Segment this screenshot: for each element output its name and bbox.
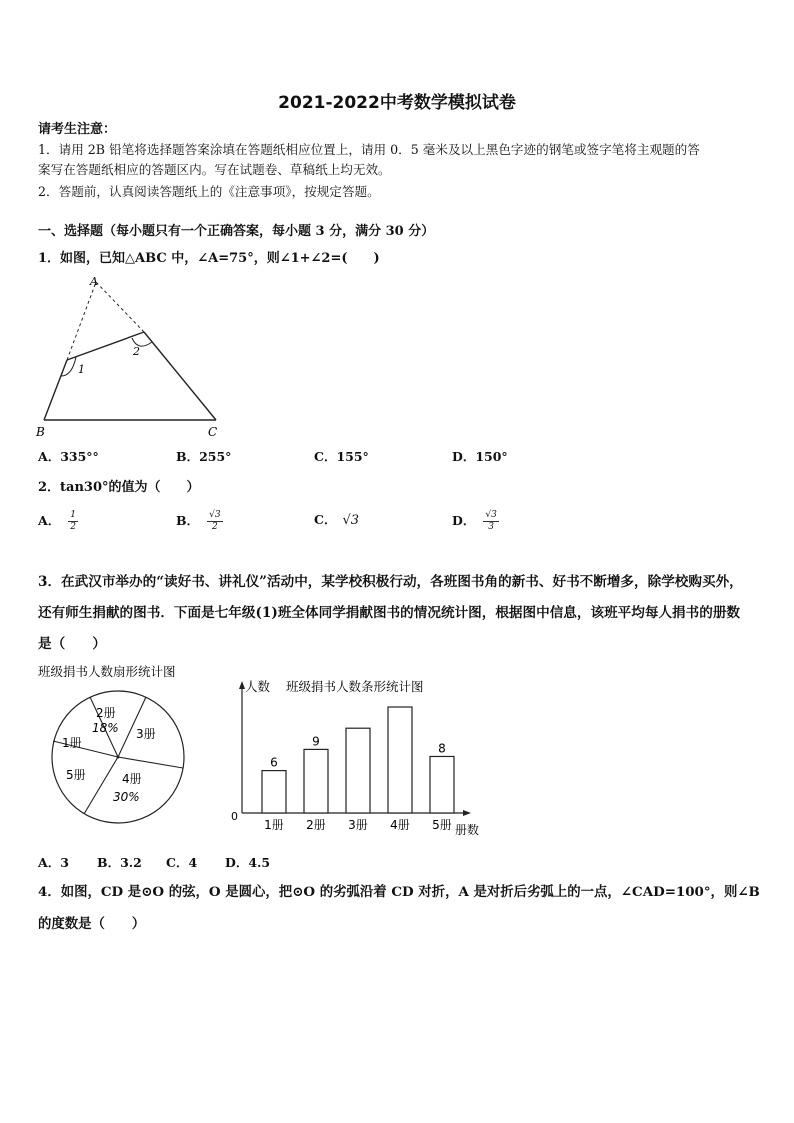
q2-option-b-fraction xyxy=(207,510,222,533)
dashed-ac-upper xyxy=(96,282,144,332)
x-tick-label-1: 1册 xyxy=(264,818,284,832)
q3-option-c[interactable]: C．4 xyxy=(166,855,198,870)
bar-chart-xlabel: 册数 xyxy=(455,823,480,837)
q2-option-c-letter: C． xyxy=(314,512,337,527)
x-tick-label-5: 5册 xyxy=(432,818,452,832)
q2-option-d-letter: D． xyxy=(452,513,476,528)
bar-chart-ylabel: 人数 xyxy=(245,679,271,694)
pie-chart xyxy=(30,660,205,830)
pie-percent-2: 18% xyxy=(92,721,119,735)
bar-value-label-2: 9 xyxy=(312,734,320,749)
q2-option-c[interactable] xyxy=(314,510,359,528)
q2-option-a[interactable] xyxy=(38,510,78,533)
angle-1-label: 1 xyxy=(78,363,85,376)
notice-heading: 请考生注意： xyxy=(38,122,117,137)
section-1-heading: 一、选择题（每小题只有一个正确答案，每小题 3 分，满分 30 分） xyxy=(38,224,435,239)
q1-option-c[interactable]: C．155° xyxy=(314,449,369,464)
q3-option-b[interactable]: B．3.2 xyxy=(97,855,142,870)
q3-line-3: 是（ ） xyxy=(38,636,106,652)
x-tick-label-3: 3册 xyxy=(348,818,368,832)
q4-line-1: 4．如图，CD 是⊙O 的弦，O 是圆心，把⊙O 的劣弧沿着 CD 对折，A 是对折后劣弧上的一点，∠CAD=100°，则∠B xyxy=(38,884,760,900)
q2-stem: 2．tan30°的值为（ ） xyxy=(38,480,200,495)
q2-option-a-fraction xyxy=(68,510,78,533)
q1-stem: 1．如图，已知△ABC 中，∠A=75°，则∠1+∠2=( ) xyxy=(38,251,380,266)
pie-label-2: 2册 xyxy=(96,706,116,720)
pie-label-4: 4册 xyxy=(122,772,142,786)
bar-value-label-1: 6 xyxy=(270,755,278,770)
vertex-a-label: A xyxy=(90,275,98,288)
q3-line-2: 还有师生捐献的图书．下面是七年级(1)班全体同学捐献图书的情况统计图，根据图中信息，该班平均每人捐书的册数 xyxy=(38,605,741,621)
fraction-numerator: 1 xyxy=(70,510,76,520)
side-ac-lower xyxy=(144,332,216,420)
side-ab-lower xyxy=(44,360,67,420)
q2-option-a-letter: A． xyxy=(38,513,61,528)
notice-item-1-line-2: 案写在答题纸相应的答题区内。写在试题卷、草稿纸上均无效。 xyxy=(38,162,391,177)
x-axis-arrow xyxy=(463,810,471,816)
pie-label-1: 1册 xyxy=(62,736,82,750)
dashed-ab-upper xyxy=(67,282,96,360)
q1-option-b[interactable]: B．255° xyxy=(176,449,232,464)
page-title: 2021-2022中考数学模拟试卷 xyxy=(278,93,516,113)
x-tick-label-2: 2册 xyxy=(306,818,326,832)
fraction-denominator: 2 xyxy=(70,522,76,532)
bar-2 xyxy=(304,749,328,813)
fraction-denominator: 3 xyxy=(488,522,494,532)
bar-chart-title: 班级捐书人数条形统计图 xyxy=(286,679,424,694)
vertex-c-label: C xyxy=(208,425,218,439)
q2-option-d[interactable] xyxy=(452,510,499,533)
fraction-numerator: √3 xyxy=(209,510,221,520)
q3-option-d[interactable]: D．4.5 xyxy=(225,855,271,870)
bar-4 xyxy=(388,707,412,813)
pie-label-5: 5册 xyxy=(66,768,86,782)
pie-center xyxy=(117,756,120,759)
notice-item-2: 2．答题前，认真阅读答题纸上的《注意事项》，按规定答题。 xyxy=(38,184,380,199)
pie-percent-4: 30% xyxy=(113,790,140,804)
vertex-b-label: B xyxy=(36,425,45,439)
q2-option-b-letter: B． xyxy=(176,513,200,528)
fraction-numerator: √3 xyxy=(485,510,497,520)
angle-2-label: 2 xyxy=(133,345,140,358)
bar-1 xyxy=(262,771,286,813)
q3-line-1: 3．在武汉市举办的“读好书、讲礼仪”活动中，某学校积极行动，各班图书角的新书、好书不断增多，除学校购买外， xyxy=(38,574,743,590)
q1-triangle-figure xyxy=(30,272,230,442)
bar-chart xyxy=(225,672,500,842)
bar-3 xyxy=(346,728,370,813)
q4-line-2: 的度数是（ ） xyxy=(38,916,146,932)
q3-option-a[interactable]: A．3 xyxy=(38,855,69,870)
q2-option-b[interactable] xyxy=(176,510,223,533)
q1-option-a[interactable]: A．335°° xyxy=(38,449,99,464)
bar-value-label-5: 8 xyxy=(438,741,446,756)
notice-item-1-line-1: 1．请用 2B 铅笔将选择题答案涂填在答题纸相应位置上，请用 0．5 毫米及以上黑色字迹的钢笔或签字笔将主观题的答 xyxy=(38,142,700,157)
q2-option-d-fraction xyxy=(483,510,498,533)
q1-option-d[interactable]: D．150° xyxy=(452,449,508,464)
q2-option-c-value: √3 xyxy=(342,513,360,528)
x-tick-label-4: 4册 xyxy=(390,818,410,832)
origin-label: 0 xyxy=(231,810,238,823)
bar-5 xyxy=(430,756,454,813)
pie-label-3: 3册 xyxy=(136,727,156,741)
pie-chart-title: 班级捐书人数扇形统计图 xyxy=(38,664,176,679)
fraction-denominator: 2 xyxy=(211,522,218,532)
